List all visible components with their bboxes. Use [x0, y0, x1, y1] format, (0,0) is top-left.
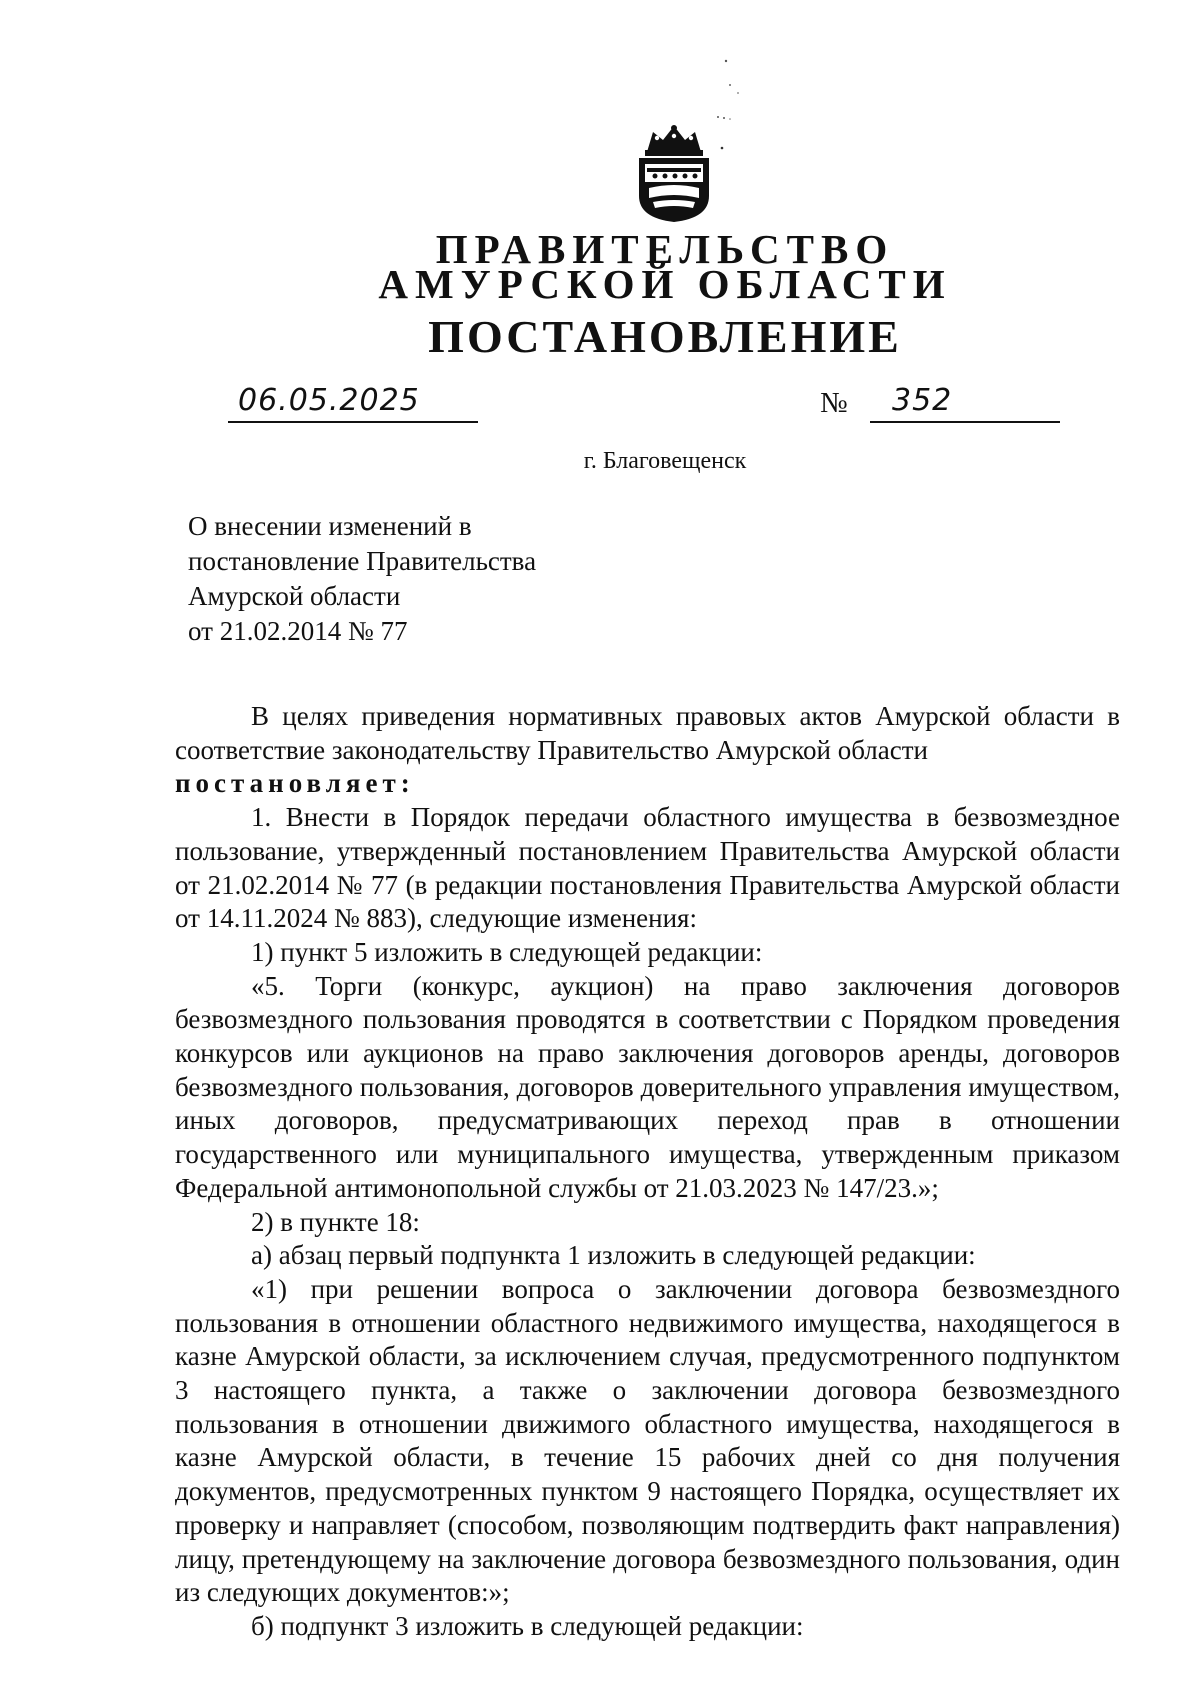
paragraph: б) подпункт 3 изложить в следующей редакции: — [251, 1610, 804, 1641]
date-underline — [228, 421, 478, 423]
date-field — [228, 383, 478, 423]
handwritten-number: 352 — [892, 383, 953, 418]
number-field — [820, 383, 1060, 423]
paragraph: 1. Внести в Порядок передачи областного имущества в безвозмездное пользование, утвержденный постановлением Правительства Амурской области от 21.02.2014 № 77 (в редакции постановления Правительства Амурской области от 14.11.2024 № 883), следующие изменения: — [175, 802, 1120, 934]
coat-of-arms-icon — [633, 122, 715, 224]
org-name-line2: АМУРСКОЙ ОБЛАСТИ — [378, 261, 952, 307]
paragraph: «1) при решении вопроса о заключении договора безвозмездного пользования в отношении областного недвижимого имущества, находящегося в казне Амурской области, за исключением случая, предусмотренного подпунктом 3 настоящего пункта, а также о заключении договора безвозмездного пользования в отношении движимого областного имущества, находящегося в казне Амурской области, в течение 15 рабочих дней со дня получения документов, предусмотренных пунктом 9 настоящего Порядка, осуществляет их проверку и направляет (способом, позволяющим подтвердить факт направления) лицу, претендующему на заключение договора безвозмездного пользования, один из следующих документов:»; — [175, 1273, 1120, 1608]
paragraph: а) абзац первый подпункта 1 изложить в следующей редакции: — [251, 1240, 976, 1271]
number-underline — [870, 421, 1060, 423]
resolves-word: постановляет: — [175, 768, 415, 799]
handwritten-date: 06.05.2025 — [238, 383, 420, 418]
document-subject — [188, 509, 536, 649]
resolves-line — [175, 767, 1120, 801]
paragraph: 1) пункт 5 изложить в следующей редакции: — [251, 936, 763, 967]
city: г. Благовещенск — [583, 448, 747, 474]
preamble: В целях приведения нормативных правовых актов Амурской области в соответствие законодательству Правительство Амурской области — [175, 701, 1120, 765]
subject-line: О внесении изменений в — [188, 511, 472, 541]
paragraph: 2) в пункте 18: — [251, 1206, 420, 1237]
subject-line: постановление Правительства — [188, 546, 537, 576]
document-type: ПОСТАНОВЛЕНИЕ — [428, 311, 902, 362]
subject-line: Амурской области — [188, 581, 401, 611]
number-label: № — [820, 387, 848, 419]
paragraph: «5. Торги (конкурс, аукцион) на право заключения договоров безвозмездного пользования проводятся в соответствии с Порядком проведения конкурсов или аукционов на право заключения договоров аренды, договоров безвозмездного пользования, договоров доверительного управления имуществом, иных договоров, предусматривающих переход прав в отношении государственного или муниципального имущества, утвержденным приказом Федеральной антимонопольной службы от 21.03.2023 № 147/23.»; — [175, 970, 1120, 1203]
document-body — [175, 700, 1120, 1644]
subject-line: от 21.02.2014 № 77 — [188, 616, 408, 646]
org-name-line1: ПРАВИТЕЛЬСТВО — [435, 226, 895, 272]
